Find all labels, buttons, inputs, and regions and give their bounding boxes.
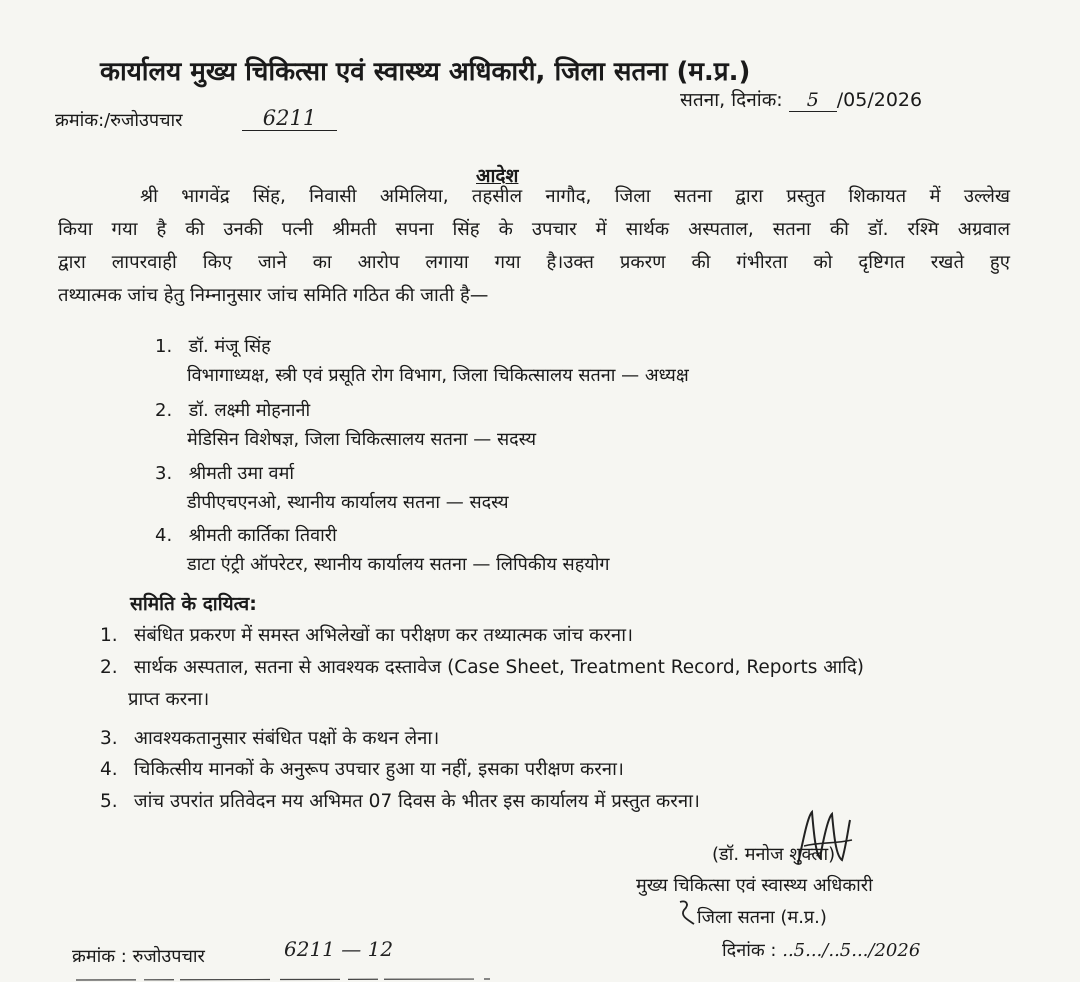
member-1-name-line: 1. डॉ. मंजू सिंह [155, 336, 271, 357]
reference-number: 6211 [242, 106, 337, 131]
member-2-name-line: 2. डॉ. लक्ष्मी मोहनानी [155, 400, 311, 421]
member-name: डॉ. मंजू सिंह [188, 336, 271, 357]
duty-item: 3. आवश्यकतानुसार संबंधित पक्षों के कथन लेना। [100, 728, 440, 749]
initial-scribble [676, 898, 698, 928]
footer-date-label: दिनांक : [722, 940, 777, 961]
member-role: डाटा एंट्री ऑपरेटर, स्थानीय कार्यालय सतना — लिपिकीय सहयोग [187, 554, 610, 575]
signatory-designation: मुख्य चिकित्सा एवं स्वास्थ्य अधिकारी [636, 875, 873, 896]
paragraph-line: किया गया है की उनकी पत्नी श्रीमती सपना सिंह के उपचार में सार्थक अस्पताल, सतना की डॉ. रश्मि अग्रवाल [58, 219, 1010, 240]
member-role: डीपीएचएनओ, स्थानीय कार्यालय सतना — सदस्य [187, 492, 509, 513]
date-rest: /05/2026 [836, 89, 923, 111]
duty-item: 1. संबंधित प्रकरण में समस्त अभिलेखों का परीक्षण कर तथ्यात्मक जांच करना। [100, 625, 633, 646]
duty-item: 4. चिकित्सीय मानकों के अनुरूप उपचार हुआ या नहीं, इसका परीक्षण करना। [100, 759, 624, 780]
footer-date [722, 938, 920, 962]
signatory-name: (डॉ. मनोज शुक्ला) [712, 844, 836, 865]
footer-reference-number: 6211 — 12 [284, 937, 394, 961]
duty-item: 2. सार्थक अस्पताल, सतना से आवश्यक दस्तावेज (Case Sheet, Treatment Record, Reports आदि) [100, 657, 864, 678]
paragraph-line: द्वारा लापरवाही किए जाने का आरोप लगाया गया है।उक्त प्रकरण की गंभीरता को दृष्टिगत रखते हुए [58, 252, 1010, 273]
date-line [680, 86, 922, 112]
member-name: श्रीमती उमा वर्मा [188, 463, 294, 484]
member-role: मेडिसिन विशेषज्ञ, जिला चिकित्सालय सतना — सदस्य [187, 429, 537, 450]
date-day: 5 [789, 89, 837, 112]
signatory-district: जिला सतना (म.प्र.) [697, 907, 827, 928]
member-name: डॉ. लक्ष्मी मोहनानी [188, 400, 311, 421]
member-role: विभागाध्यक्ष, स्त्री एवं प्रसूति रोग विभाग, जिला चिकित्सालय सतना — अध्यक्ष [187, 365, 689, 386]
paragraph-line: तथ्यात्मक जांच हेतु निम्नानुसार जांच समिति गठित की जाती है— [58, 285, 489, 306]
reference-label: क्रमांक:/रुजोउपचार [55, 110, 183, 131]
duty-item: 5. जांच उपरांत प्रतिवेदन मय अभिमत 07 दिवस के भीतर इस कार्यालय में प्रस्तुत करना। [100, 791, 700, 812]
order-paragraph [58, 180, 1010, 312]
office-title: कार्यालय मुख्य चिकित्सा एवं स्वास्थ्य अधिकारी, जिला सतना (म.प्र.) [100, 57, 751, 87]
order-heading: आदेश [476, 165, 519, 187]
duties-title: समिति के दायित्व: [130, 593, 257, 615]
footer-date-value: ..5.../..5.../2026 [782, 940, 921, 961]
member-name: श्रीमती कार्तिका तिवारी [188, 525, 337, 546]
duty-item-continuation: प्राप्त करना। [128, 689, 210, 710]
footer-reference-label: क्रमांक : रुजोउपचार [72, 946, 205, 967]
paragraph-line: श्री भागवेंद्र सिंह, निवासी अमिलिया, तहसील नागौद, जिला सतना द्वारा प्रस्तुत शिकायत में उल्लेख [140, 186, 1010, 207]
date-label: सतना, दिनांक: [680, 89, 783, 111]
member-3-name-line: 3. श्रीमती उमा वर्मा [155, 463, 294, 484]
member-4-name-line: 4. श्रीमती कार्तिका तिवारी [155, 525, 337, 546]
cut-off-line [70, 970, 500, 982]
